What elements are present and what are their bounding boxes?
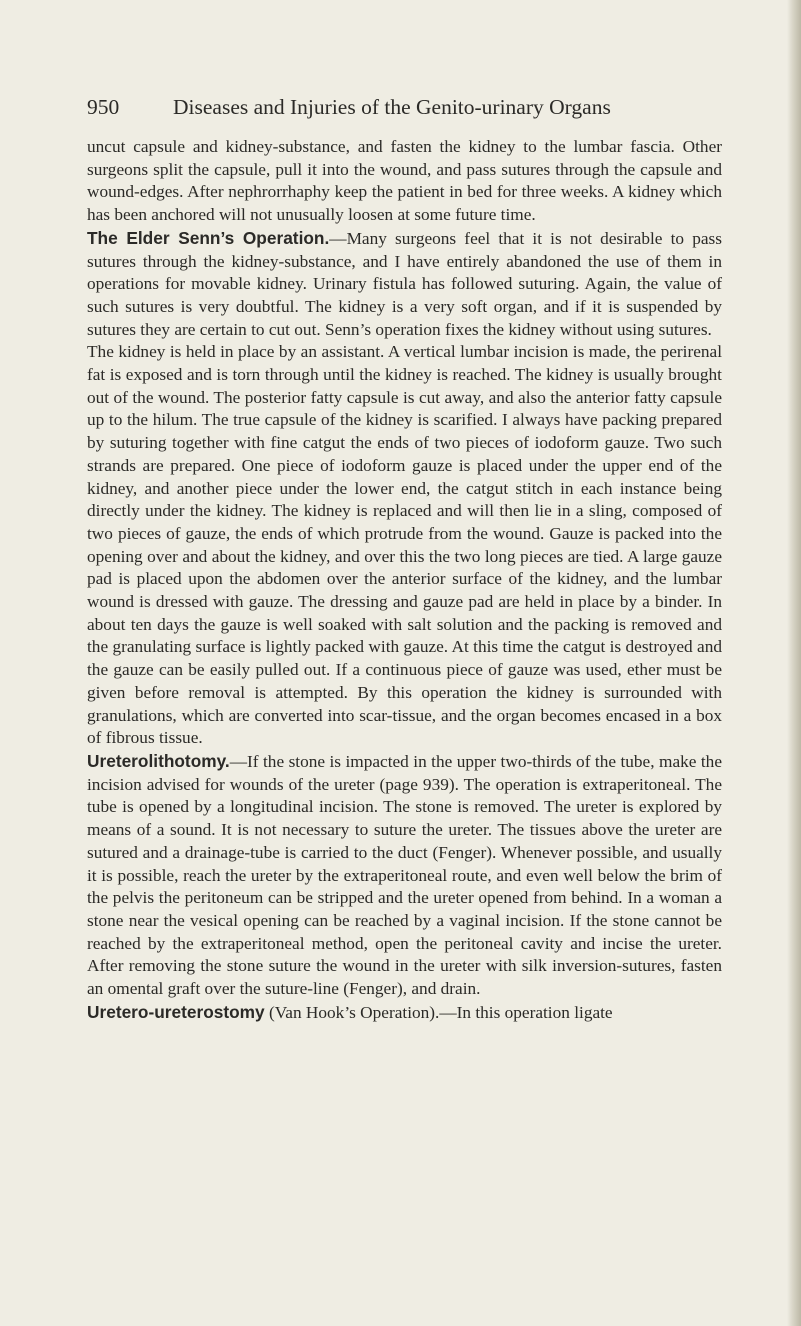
paragraph-capsule-fixation: uncut capsule and kidney-substance, and fasten the kidney to the lumbar fascia. Other surgeons split the capsule, pull it into the wound, and pass sutures through the capsule and wound-edges. After nephrorrhaphy keep the patient in bed for three weeks. A kidney which has been anchored will not unusually loosen at some future time.: [87, 137, 722, 225]
running-head: [87, 94, 707, 120]
page-number: 950: [87, 95, 120, 119]
ureterolithotomy-text: —If the stone is impacted in the upper two-thirds of the tube, make the incision advised for wounds of the ureter (page 939). The operation is extraperitoneal. The tube is opened by a longitudinal incision. The stone is removed. The ureter is explored by means of a sound. It is not necessary to suture the ureter. The tissues above the ureter are sutured and a drainage-tube is carried to the duct (Fenger). Whenever possible, and usually it is possible, reach the ureter by the extraperitoneal route, and even well below the brim of the pelvis the peritoneum can be stripped and the ureter opened from behind. In a woman a stone near the vesical opening can be reached by a vaginal incision. If the stone cannot be reached by the extraperitoneal method, open the peritoneal cavity and incise the ureter. After removing the stone suture the wound in the ureter with silk inversion-sutures, fasten an omental graft over the suture-line (Fenger), and drain.: [87, 751, 722, 999]
paragraph-procedure: The kidney is held in place by an assistant. A vertical lumbar incision is made, the perirenal fat is exposed and is torn through until the kidney is reached. The kidney is usually brought out of the wound. The posterior fatty capsule is cut away, and also the anterior fatty capsule up to the hilum. The true capsule of the kidney is scarified. I always have packing prepared by suturing together with fine catgut the ends of two pieces of iodoform gauze. Two such strands are prepared. One piece of iodoform gauze is placed under the upper end of the kidney, and another piece under the lower end, the catgut stitch in each instance being directly under the kidney. The kidney is replaced and will then lie in a sling, composed of two pieces of gauze, the ends of which protrude from the wound. Gauze is packed into the opening over and about the kidney, and over this the two long pieces are tied. A large gauze pad is placed upon the abdomen over the anterior surface of the kidney, and the lumbar wound is dressed with gauze. The dressing and gauze pad are held in place by a binder. In about ten days the gauze is well soaked with salt solution and the packing is removed and the granulating surface is lightly packed with gauze. At this time the catgut is destroyed and the gauze can be easily pulled out. If a continuous piece of gauze was used, ether must be given before removal is attempted. By this operation the kidney is surrounded with granulations, which are converted into scar-tissue, and the organ becomes encased in a box of fibrous tissue.: [87, 342, 722, 748]
paragraph-ureterolithotomy: [87, 750, 722, 1001]
paragraph-senn-operation: [87, 227, 722, 342]
uretero-ureterostomy-text: (Van Hook’s Operation).—In this operation ligate: [264, 1002, 613, 1022]
heading-elder-senn-operation: The Elder Senn’s Operation.: [87, 227, 330, 248]
heading-ureterolithotomy: Ureterolithotomy.: [87, 750, 230, 771]
heading-uretero-ureterostomy: Uretero-ureterostomy: [87, 1001, 265, 1022]
running-title: Diseases and Injuries of the Genito-urinary Organs: [173, 95, 611, 119]
paragraph-uretero-ureterostomy: [87, 1001, 722, 1025]
body-text: [87, 136, 722, 1024]
senn-operation-text: —Many surgeons feel that it is not desirable to pass sutures through the kidney-substance, and I have entirely abandoned the use of them in operations for movable kidney. Urinary fistula has followed suturing. Again, the value of such sutures is very doubtful. The kidney is a very soft organ, and if it is suspended by sutures they are certain to cut out. Senn’s operation fixes the kidney without using sutures.: [87, 228, 722, 339]
page-edge-shadow: [787, 0, 801, 1326]
